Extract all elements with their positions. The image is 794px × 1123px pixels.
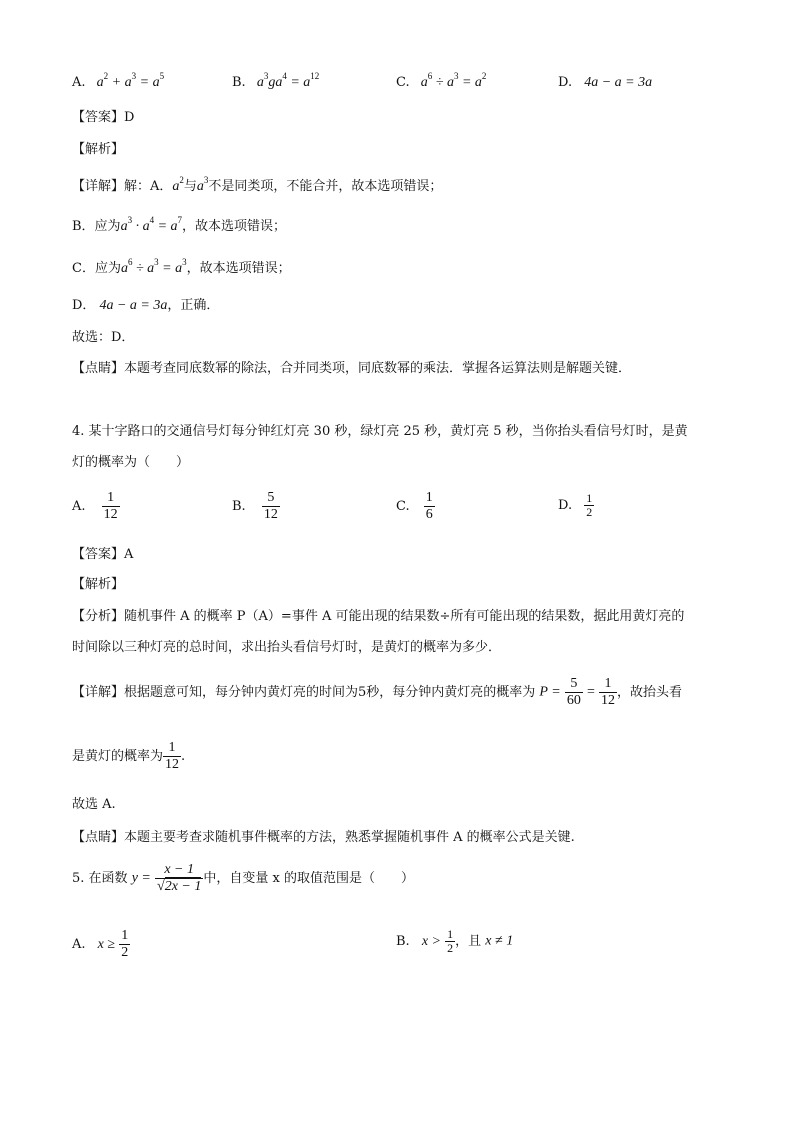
q5-stem-tail: 中，自变量 x 的取值范围是（ ） [203, 871, 414, 886]
q4-detail-tail: ，故抬头看 [617, 685, 683, 700]
q3-detail-a-expr1: $a^2$ [172, 175, 184, 194]
q4-detail-line1 [72, 676, 682, 709]
q3-detail-a-expr2: $a^3$ [196, 175, 209, 194]
q3-answer: 【答案】D [72, 110, 135, 125]
q4-option-c-fraction: $\frac{1}{6}$ [425, 490, 433, 522]
option-label: C. [396, 499, 410, 514]
q4-detail-p: P = [539, 684, 561, 700]
q3-analysis-heading: 【解析】 [72, 142, 125, 157]
option-label: D. [558, 75, 573, 90]
q5-option-a [72, 928, 130, 961]
q4-choose: 故选 A. [72, 797, 116, 812]
q3-detail-c [72, 257, 291, 276]
q3-comment: 【点睛】本题考查同底数幂的除法，合并同类项，同底数幂的乘法．掌握各运算法则是解题关键． [72, 361, 632, 376]
q4-fenxi-line1: 【分析】随机事件 A 的概率 P（A）=事件 A 可能出现的结果数÷所有可能出现的结果数，据此用黄灯亮的 [72, 609, 685, 624]
q3-detail-d [72, 299, 219, 313]
option-label: B. [232, 499, 246, 514]
q4-stem-line1: 4. 某十字路口的交通信号灯每分钟红灯亮 30 秒，绿灯亮 25 秒，黄灯亮 5 秒，当你抬头看信号灯时，是黄 [72, 424, 688, 439]
q3-detail-head: 【详解】解：A． [72, 179, 173, 194]
q4-detail-eq: = [586, 684, 595, 700]
q3-option-a [72, 71, 165, 90]
q5-option-a-fraction: $\frac{1}{2}$ [121, 928, 129, 960]
q3-detail-b-head: B．应为 [72, 219, 121, 234]
q3-detail-b-expr: $a^3 \cdot a^4 = a^7$ [120, 215, 183, 234]
q3-detail-d-expr: 4a − a = 3a [99, 298, 168, 313]
option-label: C. [396, 75, 410, 90]
option-label: A. [72, 75, 86, 90]
q3-detail-a-mid: 与 [183, 179, 197, 194]
q4-detail-line2-tail: . [181, 749, 186, 764]
q3-detail-d-tail: ，正确． [167, 298, 220, 313]
q4-detail-line2-fraction: $\frac{1}{12}$ [165, 740, 180, 772]
q3-choose: 故选：D． [72, 330, 135, 345]
q5-option-b-tail-expr: x ≠ 1 [485, 933, 514, 949]
q4-answer: 【答案】A [72, 547, 134, 562]
q3-option-d [558, 76, 652, 90]
q4-option-b [232, 490, 280, 523]
q3-option-c [396, 71, 487, 90]
q4-option-b-fraction: $\frac{5}{12}$ [263, 490, 278, 522]
q5-stem-head: 5. 在函数 [72, 871, 128, 886]
option-label: B. [232, 75, 246, 90]
q4-option-d [558, 492, 594, 519]
q3-option-a-expr: $a^2 + a^3 = a^5$ [89, 71, 165, 90]
q3-detail-a [72, 175, 443, 194]
q4-option-c [396, 490, 435, 523]
option-label: B. [396, 934, 410, 949]
q3-option-b-mid: g [268, 75, 276, 90]
q3-detail-b [72, 215, 287, 234]
q4-analysis-heading: 【解析】 [72, 577, 125, 592]
q3-detail-b-tail: ，故本选项错误； [182, 219, 287, 234]
q4-option-d-fraction: $\frac{1}{2}$ [586, 491, 593, 519]
q4-fenxi-line2: 时间除以三种灯亮的总时间，求出抬头看信号灯时，是黄灯的概率为多少． [72, 640, 502, 655]
q3-option-b-expr: $a^3ga^4 = a^{12}$ [249, 71, 320, 90]
q4-detail-fraction-2: $\frac{1}{12}$ [601, 676, 615, 708]
q5-option-b-fraction: $\frac{1}{2}$ [447, 927, 454, 955]
q3-detail-c-tail: ，故本选项错误； [186, 261, 291, 276]
q5-option-b-expr: x > [421, 933, 441, 949]
q5-stem-fraction: $\frac{x - 1}{√2x - 1}$ [157, 862, 202, 894]
q4-detail-text: 【详解】根据题意可知，每分钟内黄灯亮的时间为5秒，每分钟内黄灯亮的概率为 [72, 685, 536, 700]
q4-detail-line2 [72, 740, 185, 773]
option-label: A. [72, 499, 86, 514]
q3-option-d-expr: 4a − a = 3a [584, 75, 653, 90]
option-label: A. [72, 937, 86, 952]
q5-option-b-tail-text: ，且 [455, 934, 482, 949]
q4-option-a [72, 490, 120, 523]
q4-option-a-fraction: $\frac{1}{12}$ [103, 490, 118, 522]
q5-stem-y: y = [131, 870, 151, 886]
q3-option-c-expr: $a^6 \div a^3 = a^2$ [413, 71, 487, 90]
q4-detail-fraction-1: $\frac{5}{60}$ [566, 676, 581, 708]
q5-stem [72, 862, 414, 895]
q3-detail-a-tail: 不是同类项，不能合并，故本选项错误； [208, 179, 443, 194]
q4-comment: 【点睛】本题主要考查求随机事件概率的方法，熟悉掌握随机事件 A 的概率公式是关键. [72, 830, 575, 845]
q4-stem-line2: 灯的概率为（ ） [72, 455, 190, 470]
q3-detail-c-expr: $a^6 \div a^3 = a^3$ [120, 257, 187, 276]
q4-detail-line2-text: 是黄灯的概率为 [72, 749, 164, 764]
q3-option-b [232, 71, 320, 90]
option-label: D. [558, 498, 573, 513]
q5-option-a-expr: x ≥ [97, 936, 116, 952]
q3-detail-d-head: D． [72, 298, 96, 313]
q3-detail-c-head: C．应为 [72, 261, 121, 276]
q5-option-b [396, 928, 513, 955]
